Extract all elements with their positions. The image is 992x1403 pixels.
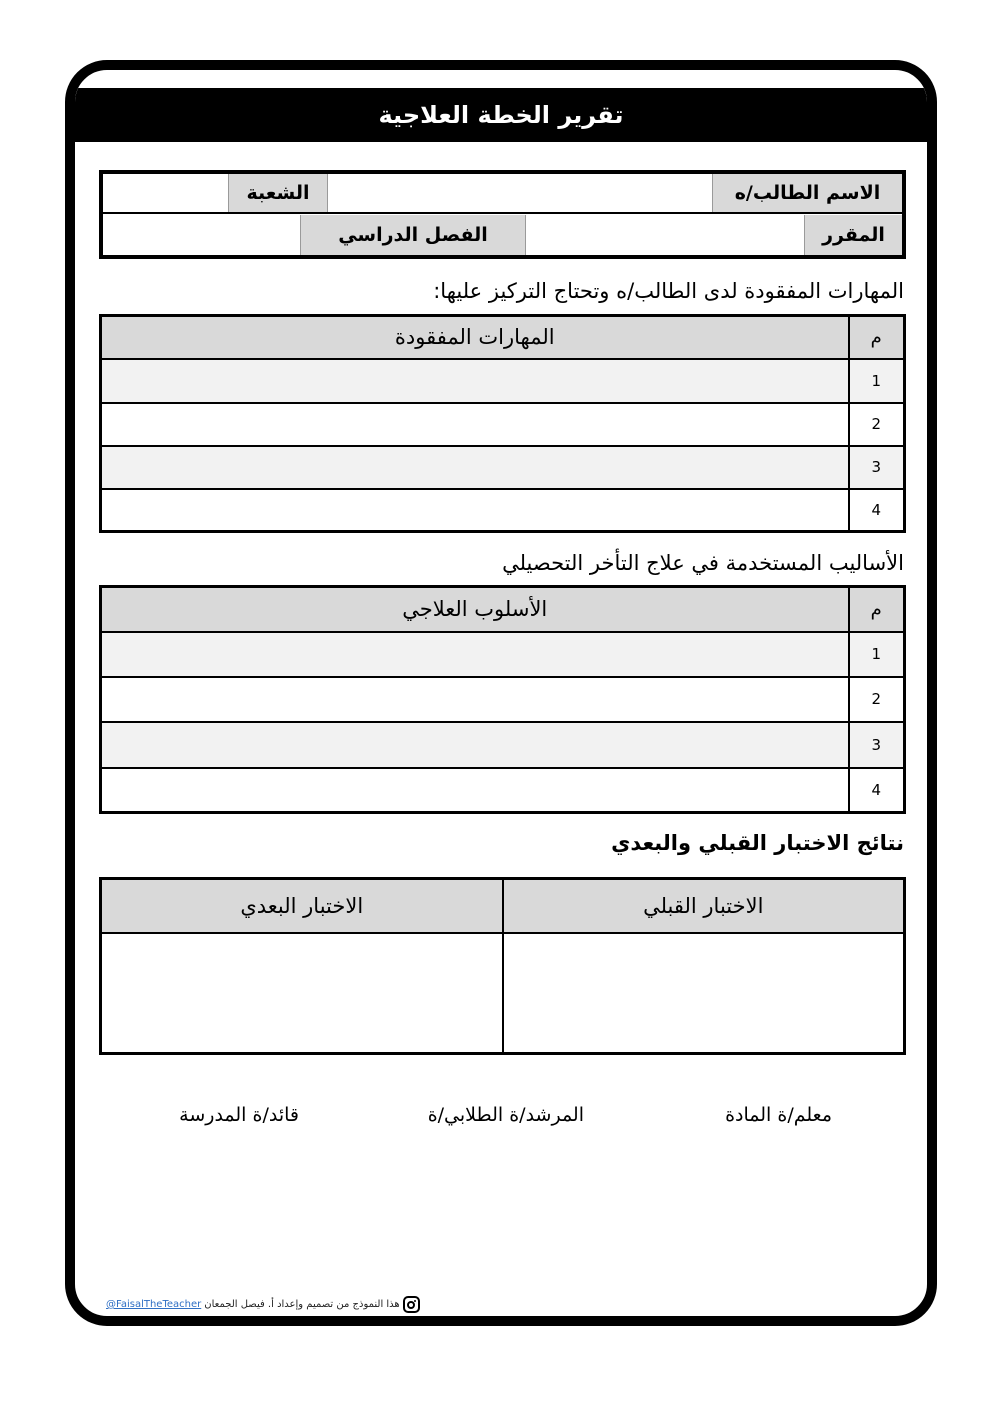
signature-principal: قائد/ة المدرسة: [179, 1104, 299, 1126]
method-field[interactable]: [101, 677, 849, 722]
method-field[interactable]: [101, 722, 849, 768]
row-number: 4: [849, 489, 905, 532]
semester-label: الفصل الدراسي: [300, 215, 526, 255]
section-label: الشعبة: [228, 174, 328, 212]
instagram-icon: [403, 1296, 420, 1313]
methods-table: [99, 585, 906, 814]
table-row: [101, 933, 905, 1054]
info-row-1: [103, 174, 902, 214]
pre-test-field[interactable]: [503, 933, 905, 1054]
semester-field[interactable]: [102, 215, 299, 255]
row-number: 4: [849, 768, 905, 813]
column-header-pre-test: الاختبار القبلي: [503, 879, 905, 933]
table-header-row: [101, 587, 905, 632]
signature-teacher: معلم/ة المادة: [725, 1104, 832, 1126]
row-number: 1: [849, 632, 905, 677]
skill-field[interactable]: [101, 359, 849, 403]
table-header-row: [101, 879, 905, 933]
table-row: [101, 359, 905, 403]
method-field[interactable]: [101, 768, 849, 813]
table-row: [101, 722, 905, 768]
skill-field[interactable]: [101, 403, 849, 446]
methods-heading: الأساليب المستخدمة في علاج التأخر التحصيلي: [502, 551, 904, 575]
column-header-method: الأسلوب العلاجي: [101, 587, 849, 632]
table-row: [101, 768, 905, 813]
author-handle-link[interactable]: @FaisalTheTeacher: [106, 1299, 202, 1310]
row-number: 3: [849, 722, 905, 768]
column-header-number: م: [849, 316, 905, 359]
section-field[interactable]: [102, 174, 227, 212]
table-row: [101, 403, 905, 446]
missing-skills-heading: المهارات المفقودة لدى الطالب/ه وتحتاج التركيز عليها:: [433, 279, 904, 303]
column-header-number: م: [849, 587, 905, 632]
table-row: [101, 632, 905, 677]
table-header-row: [101, 316, 905, 359]
credit-text: هذا النموذج من تصميم وإعداد أ. فيصل الجمعان: [204, 1299, 400, 1310]
test-results-table: [99, 877, 906, 1055]
page-title: تقرير الخطة العلاجية: [378, 101, 624, 129]
title-bar: [75, 88, 927, 142]
test-results-heading: نتائج الاختبار القبلي والبعدي: [611, 831, 904, 855]
footer-credit: [106, 1296, 420, 1313]
table-row: [101, 446, 905, 489]
row-number: 1: [849, 359, 905, 403]
column-header-post-test: الاختبار البعدي: [101, 879, 503, 933]
row-number: 2: [849, 677, 905, 722]
skill-field[interactable]: [101, 489, 849, 532]
course-field[interactable]: [527, 215, 803, 255]
signature-counselor: المرشد/ة الطلابي/ة: [427, 1104, 584, 1126]
missing-skills-table: [99, 314, 906, 533]
table-row: [101, 489, 905, 532]
student-name-field[interactable]: [331, 174, 711, 212]
method-field[interactable]: [101, 632, 849, 677]
column-header-skill: المهارات المفقودة: [101, 316, 849, 359]
table-row: [101, 677, 905, 722]
post-test-field[interactable]: [101, 933, 503, 1054]
info-row-2: [103, 215, 902, 255]
student-info-table: [99, 170, 906, 259]
row-number: 2: [849, 403, 905, 446]
course-label: المقرر: [804, 215, 902, 255]
student-name-label: الاسم الطالب/ه: [712, 174, 902, 212]
skill-field[interactable]: [101, 446, 849, 489]
row-number: 3: [849, 446, 905, 489]
